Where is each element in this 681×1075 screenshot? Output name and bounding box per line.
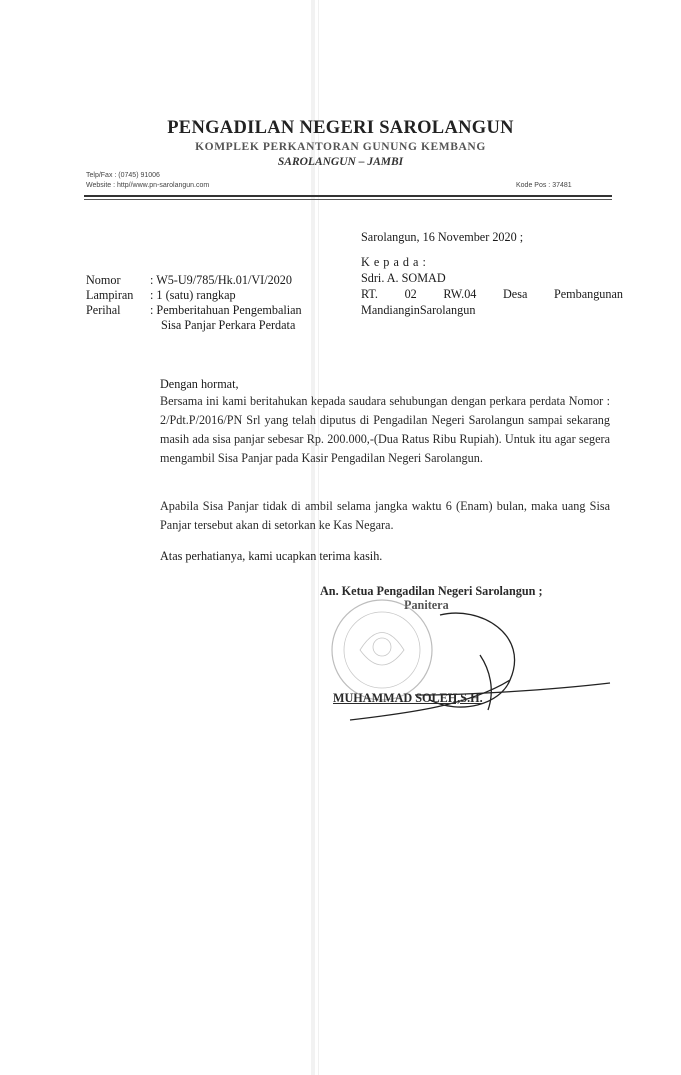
kepada-label: K e p a d a :	[361, 255, 427, 269]
meta-perihal-continued: Sisa Panjar Perkara Perdata	[161, 318, 296, 332]
recipient-area: MandianginSarolangun	[361, 303, 476, 317]
court-title: PENGADILAN NEGERI SAROLANGUN	[167, 118, 514, 138]
court-city: SAROLANGUN – JAMBI	[277, 156, 404, 168]
rt-label: RT.	[361, 287, 378, 301]
recipient-address-line	[361, 286, 623, 302]
closing: Atas perhatianya, kami ucapkan terima kasih.	[160, 549, 383, 563]
meta-lampiran-value: : 1 (satu) rangkap	[150, 288, 236, 302]
body-paragraph-2: Apabila Sisa Panjar tidak di ambil selama jangka waktu 6 (Enam) bulan, maka uang Sisa Panjar tersebut akan di setorkan ke Kas Negara.	[160, 499, 610, 532]
letter-date: Sarolangun, 16 November 2020 ;	[361, 230, 524, 244]
greeting: Dengan hormat,	[160, 377, 239, 391]
header-rule-thick	[84, 195, 612, 197]
postal-code: Kode Pos : 37481	[516, 182, 572, 189]
meta-perihal-value: : Pemberitahuan Pengembalian	[150, 303, 302, 317]
desa-name: Pembangunan	[553, 287, 623, 301]
court-stamp-seal	[332, 600, 432, 700]
stamp-and-signature	[320, 595, 620, 745]
telp-fax: Telp/Fax : (0745) 91006	[86, 172, 160, 179]
sign-position: Panitera	[404, 598, 449, 612]
desa-label: Desa	[502, 287, 528, 301]
website: Website : http//www.pn-sarolangun.com	[86, 182, 210, 189]
signer-name: MUHAMMAD SOLEH,S.H.	[333, 691, 483, 705]
meta-nomor-value: : W5-U9/785/Hk.01/VI/2020	[150, 273, 292, 287]
meta-lampiran-label: Lampiran	[86, 288, 134, 302]
recipient-name: Sdri. A. SOMAD	[361, 271, 446, 285]
court-address: KOMPLEK PERKANTORAN GUNUNG KEMBANG	[195, 141, 486, 153]
body-paragraph-1: Bersama ini kami beritahukan kepada saudara sehubungan dengan perkara perdata Nomor : 2/Pdt.P/2016/PN Srl yang telah diputus di Pengadilan Negeri Sarolangun sampai sekarang masih ada sisa panjar sebesar Rp. 200.000,-(Dua Ratus Ribu Rupiah). Untuk itu agar segera mengambil Sisa Panjar pada Kasir Pengadilan Negeri Sarolangun.	[160, 394, 610, 465]
rw-number: RW.04	[443, 287, 477, 301]
rt-number: 02	[404, 287, 417, 301]
meta-nomor-label: Nomor	[86, 273, 121, 287]
sign-on-behalf: An. Ketua Pengadilan Negeri Sarolangun ;	[320, 584, 543, 598]
header-rule-thin	[84, 199, 612, 200]
meta-perihal-label: Perihal	[86, 303, 121, 317]
